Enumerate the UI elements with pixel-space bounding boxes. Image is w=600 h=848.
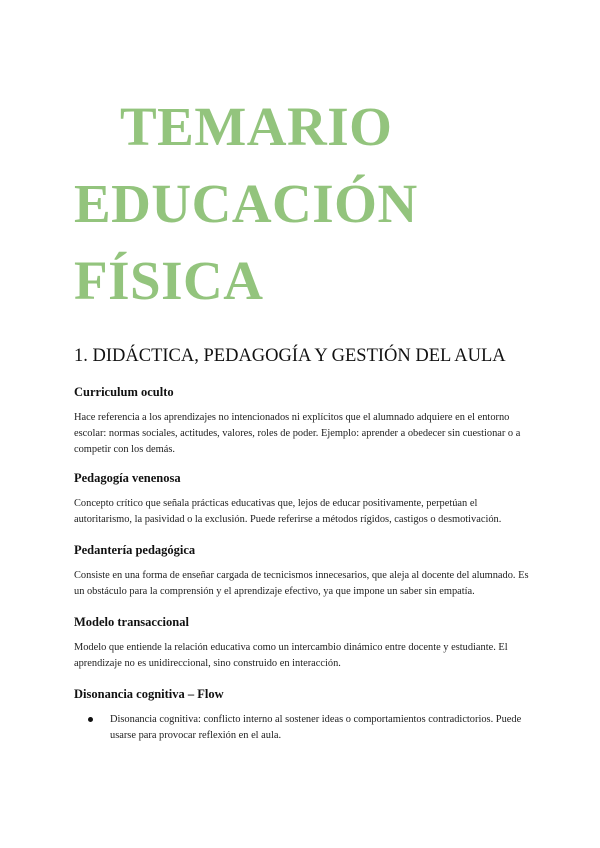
topic-heading: Pedagogía venenosa	[74, 471, 181, 485]
bullet-icon	[88, 717, 93, 722]
topic-heading: Modelo transaccional	[74, 615, 189, 629]
topic-curriculum-oculto	[74, 378, 530, 464]
title-line-3: FÍSICA	[74, 250, 264, 311]
document-title	[74, 88, 574, 319]
title-line-2: EDUCACIÓN	[74, 173, 418, 234]
list-item	[74, 712, 534, 744]
topic-heading: Curriculum oculto	[74, 385, 174, 399]
topic-text: Hace referencia a los aprendizajes no intencionados ni explícitos que el alumnado adquiere en el entorno escolar: normas sociales, actitudes, valores, roles de poder. Ejemplo: aprender a obedecer sin cuestionar o a competir con los demás.	[74, 412, 521, 455]
topic-pedagogia-venenosa	[74, 464, 530, 536]
topic-heading: Pedantería pedagógica	[74, 543, 196, 557]
list-item-text: Disonancia cognitiva: conflicto interno al sostener ideas o comportamientos contradictorios. Puede usarse para provocar reflexión en el aula.	[110, 714, 522, 741]
topic-text: Modelo que entiende la relación educativa como un intercambio dinámico entre docente y estudiante. El aprendizaje no es unidireccional, sino construido en interacción.	[74, 642, 508, 669]
topic-disonancia-cognitiva	[74, 680, 530, 752]
topic-text: Consiste en una forma de enseñar cargada de tecnicismos innecesarios, que aleja al docente del alumnado. Es un obstáculo para la comprensión y el aprendizaje efectivo, ya que impone un saber sin empatía.	[74, 570, 529, 597]
section-content	[74, 378, 530, 752]
topic-modelo-transaccional	[74, 608, 530, 680]
topic-pedanteria-pedagogica	[74, 536, 530, 608]
topic-text: Concepto crítico que señala prácticas educativas que, lejos de educar positivamente, perpetúan el autoritarismo, la pasividad o la exclusión. Puede referirse a métodos rígidos, castigos o desmotivación.	[74, 498, 502, 525]
title-line-1: TEMARIO	[120, 96, 393, 157]
topic-heading: Disonancia cognitiva – Flow	[74, 687, 224, 701]
section-heading: 1. DIDÁCTICA, PEDAGOGÍA Y GESTIÓN DEL AULA	[74, 346, 506, 366]
bullet-list	[74, 712, 534, 744]
